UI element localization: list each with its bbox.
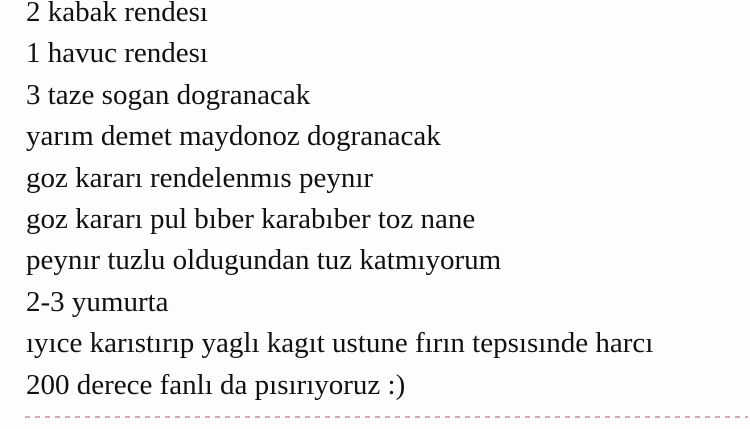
recipe-line-2: 1 havuc rendesı (26, 37, 208, 70)
recipe-line-5: goz kararı rendelenmıs peynır (26, 161, 374, 194)
recipe-line-6: goz kararı pul bıber karabıber toz nane (26, 202, 476, 235)
recipe-line-8: 2-3 yumurta (26, 285, 169, 318)
recipe-text-block (26, 0, 750, 406)
dashed-divider (25, 416, 748, 418)
recipe-line-3: 3 taze sogan dogranacak (26, 78, 311, 111)
recipe-line-9: ıyıce karıstırıp yaglı kagıt ustune fırın tepsısınde harcı (26, 327, 654, 360)
recipe-line-10: 200 derece fanlı da pısırıyoruz :) (26, 368, 406, 401)
recipe-line-4: yarım demet maydonoz dogranacak (26, 120, 441, 153)
recipe-line-7: peynır tuzlu oldugundan tuz katmıyorum (26, 244, 502, 277)
recipe-line-1: 2 kabak rendesı (26, 0, 208, 28)
